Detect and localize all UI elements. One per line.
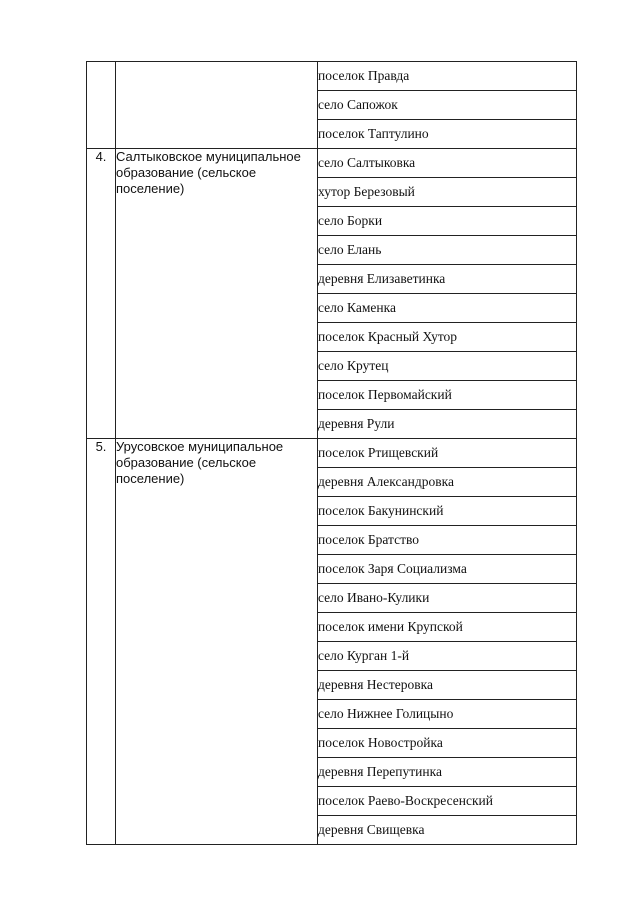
settlement-name: поселок Раево-Воскресенский: [318, 787, 577, 816]
settlement-name: поселок Ртищевский: [318, 439, 577, 468]
settlement-name: деревня Нестеровка: [318, 671, 577, 700]
settlement-name: поселок Братство: [318, 526, 577, 555]
table-row: [87, 149, 577, 178]
settlement-name: поселок имени Крупской: [318, 613, 577, 642]
settlement-name: поселок Таптулино: [318, 120, 577, 149]
settlement-name: село Ивано-Кулики: [318, 584, 577, 613]
settlement-name: деревня Рули: [318, 410, 577, 439]
settlement-name: хутор Березовый: [318, 178, 577, 207]
settlement-name: деревня Елизаветинка: [318, 265, 577, 294]
table-row: [87, 439, 577, 468]
settlement-name: деревня Перепутинка: [318, 758, 577, 787]
settlement-name: деревня Свищевка: [318, 816, 577, 845]
settlement-name: поселок Красный Хутор: [318, 323, 577, 352]
settlement-name: село Нижнее Голицыно: [318, 700, 577, 729]
row-number: [87, 62, 116, 149]
settlement-name: поселок Первомайский: [318, 381, 577, 410]
row-number: 5.: [87, 439, 116, 845]
settlement-name: село Елань: [318, 236, 577, 265]
settlement-name: поселок Заря Социализма: [318, 555, 577, 584]
municipality-name: [116, 62, 318, 149]
settlement-name: село Каменка: [318, 294, 577, 323]
settlements-table-body: [87, 62, 577, 845]
settlement-name: поселок Правда: [318, 62, 577, 91]
settlement-name: село Крутец: [318, 352, 577, 381]
settlement-name: село Сапожок: [318, 91, 577, 120]
settlements-table: [86, 61, 577, 845]
table-row: [87, 62, 577, 91]
settlement-name: село Курган 1-й: [318, 642, 577, 671]
settlement-name: поселок Новостройка: [318, 729, 577, 758]
row-number: 4.: [87, 149, 116, 439]
municipality-name: Салтыковское муниципальное образование (сельское поселение): [116, 149, 318, 439]
settlement-name: село Борки: [318, 207, 577, 236]
settlement-name: поселок Бакунинский: [318, 497, 577, 526]
municipality-name: Урусовское муниципальное образование (сельское поселение): [116, 439, 318, 845]
settlement-name: село Салтыковка: [318, 149, 577, 178]
settlement-name: деревня Александровка: [318, 468, 577, 497]
